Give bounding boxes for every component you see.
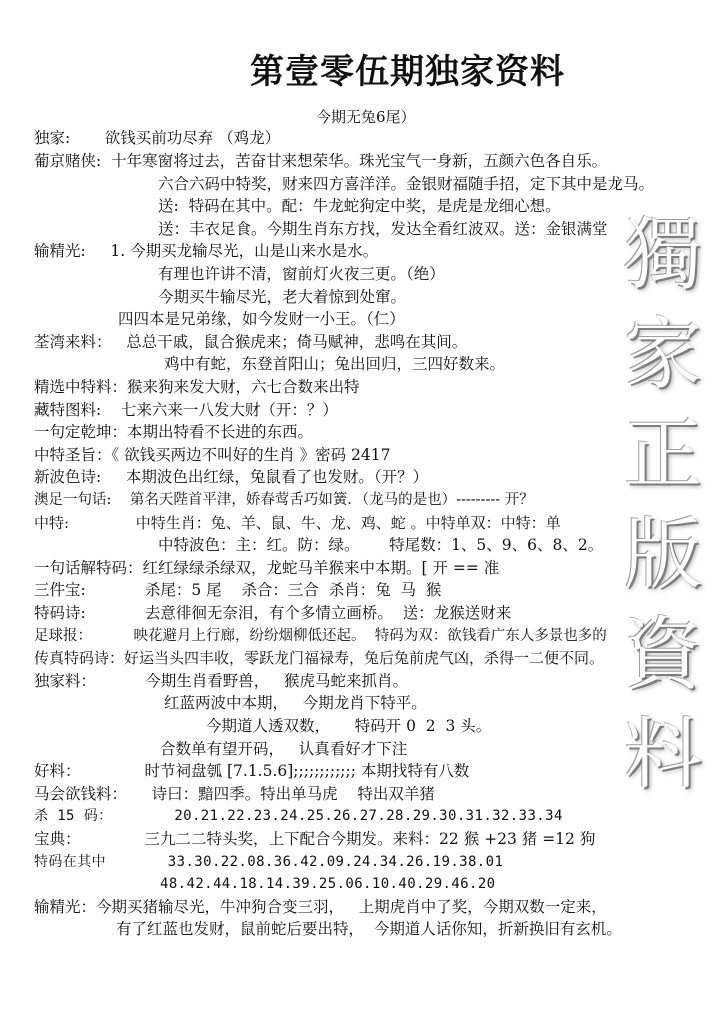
document-subtitle: 今期无兔6尾） xyxy=(316,108,416,126)
text-line: 三件宝: 杀尾：5 尾 杀合：三合 杀肖：兔 马 猴 xyxy=(34,581,442,599)
watermark-char: 資 xyxy=(623,610,702,700)
text-line: 一句话解特码：红红绿绿杀绿双，龙蛇马羊猴来中本期。[ 开 == 准 xyxy=(34,559,500,577)
watermark-char: 獨 xyxy=(623,210,702,300)
text-line: 葡京赌侠: 十年寒窗将过去，苦奋甘来想荣华。珠光宝气一身新，五颜六色各自乐。 xyxy=(34,152,608,170)
text-line: 四四本是兄弟缘，如今发财一小王。（仁） xyxy=(118,310,405,328)
text-line: 输精光：今期买猪输尽光，牛冲狗合变三羽， 上期虎肖中了奖，今期双数一定来， xyxy=(34,898,607,916)
text-line: 特码诗: 去意徘徊无奈泪，有个多情立画桥。 送：龙猴送财来 xyxy=(34,604,512,622)
text-line: 有了红蓝也发财，鼠前蛇后要出特， 今期道人话你知，折新换旧有玄机。 xyxy=(116,920,622,938)
text-line: 鸡中有蛇，东登首阳山；兔出回归，三四好数来。 xyxy=(164,355,506,373)
text-line: 传真特码诗：好运当头四丰收，零跃龙门福禄寿，兔后兔前虎气凶，杀得一二便不同。 xyxy=(34,649,605,667)
text-line: 送：丰衣足食。今期生肖东方找，发达全看红波双。送：金银满堂 xyxy=(158,220,608,238)
text-line: 六合六码中特奖，财来四方喜洋洋。金银财福随手招，定下其中是龙马。 xyxy=(158,175,655,193)
watermark xyxy=(613,205,713,805)
watermark-char: 正 xyxy=(623,410,702,500)
text-line: 今期买牛输尽光，老大着惊到处窜。 xyxy=(158,288,407,306)
text-line: 独家料： 今期生肖看野兽， 猴虎马蛇来抓肖。 xyxy=(34,672,409,690)
text-line: 输精光: 1. 今期买龙输尽光，山是山来水是水。 xyxy=(34,242,379,260)
text-line: 藏特图料: 七来六来一八发大财（开：？） xyxy=(34,401,338,419)
text-line: 中特圣旨：《 欲钱买两边不叫好的生肖 》密码 2417 xyxy=(34,446,391,464)
text-line: 澳足一句话: 第名天陛首平津，娇春莺舌巧如簧．（龙马的是也）--------- 开？ xyxy=(34,492,534,508)
text-line: 马会欲钱料： 诗曰：黯四季。特出单马虎 特出双羊猪 xyxy=(34,785,435,803)
text-line: 送: 特码在其中。配：牛龙蛇狗定中奖，是虎是龙细心想。 xyxy=(158,197,561,215)
text-line: 有理也许讲不清，窗前灯火夜三更。（绝） xyxy=(158,265,445,283)
text-line: 中特波色：主：红。防：绿。 特尾数：1、5、9、6、8、2。 xyxy=(158,536,604,554)
text-line: 今期道人透双数， 特码开 0 2 3 头。 xyxy=(206,717,492,735)
text-line: 红蓝两波中本期， 今期龙肖下特平。 xyxy=(164,694,427,712)
text-line: 宝典： 三九二二特头奖，上下配合今期发。来料：22 猴 +23 猪 =12 狗 xyxy=(34,830,596,848)
text-line: 好料： 时节祠盘瓠 [7.1.5.6];;;;;;;;;;;; 本期找特有八数 xyxy=(34,762,470,780)
text-line: 一句定乾坤：本期出特看不长进的东西。 xyxy=(34,423,314,441)
watermark-char: 料 xyxy=(623,710,702,800)
text-line: 精选中特料：猴来狗来发大财，六七合数来出特 xyxy=(34,378,360,396)
text-line: 杀 15 码： 20.21.22.23.24.25.26.27.28.29.30.31.32.33.34 xyxy=(34,808,563,824)
text-line: 特码在其中 33.30.22.08.36.42.09.24.34.26.19.38.01 xyxy=(34,854,504,870)
watermark-char: 版 xyxy=(623,510,702,600)
text-line: 合数单有望开码， 认真看好才下注 xyxy=(160,740,408,758)
text-line: 足球报： 映花避月上行廊，纷纷烟柳低还起。 特码为双：欲钱看广东人多景也多的 xyxy=(34,628,607,644)
document-title: 第壹零伍期独家资料 xyxy=(250,52,565,92)
watermark-char: 家 xyxy=(623,310,702,400)
text-line: 荃湾来料： 总总干戚，鼠合猴虎来；倚马赋神，悲鸣在其间。 xyxy=(34,333,468,351)
text-line: 独家: 欲钱买前功尽弃 （鸡龙） xyxy=(34,129,281,147)
text-line: 48.42.44.18.14.39.25.06.10.40.29.46.20 xyxy=(160,876,496,892)
text-line: 新波色诗: 本期波色出红绿，兔鼠看了也发财。（开？） xyxy=(34,468,429,486)
text-line: 中特: 中特生肖：兔、羊、鼠、牛、龙、鸡、蛇 。中特单双：中特：单 xyxy=(34,514,561,532)
